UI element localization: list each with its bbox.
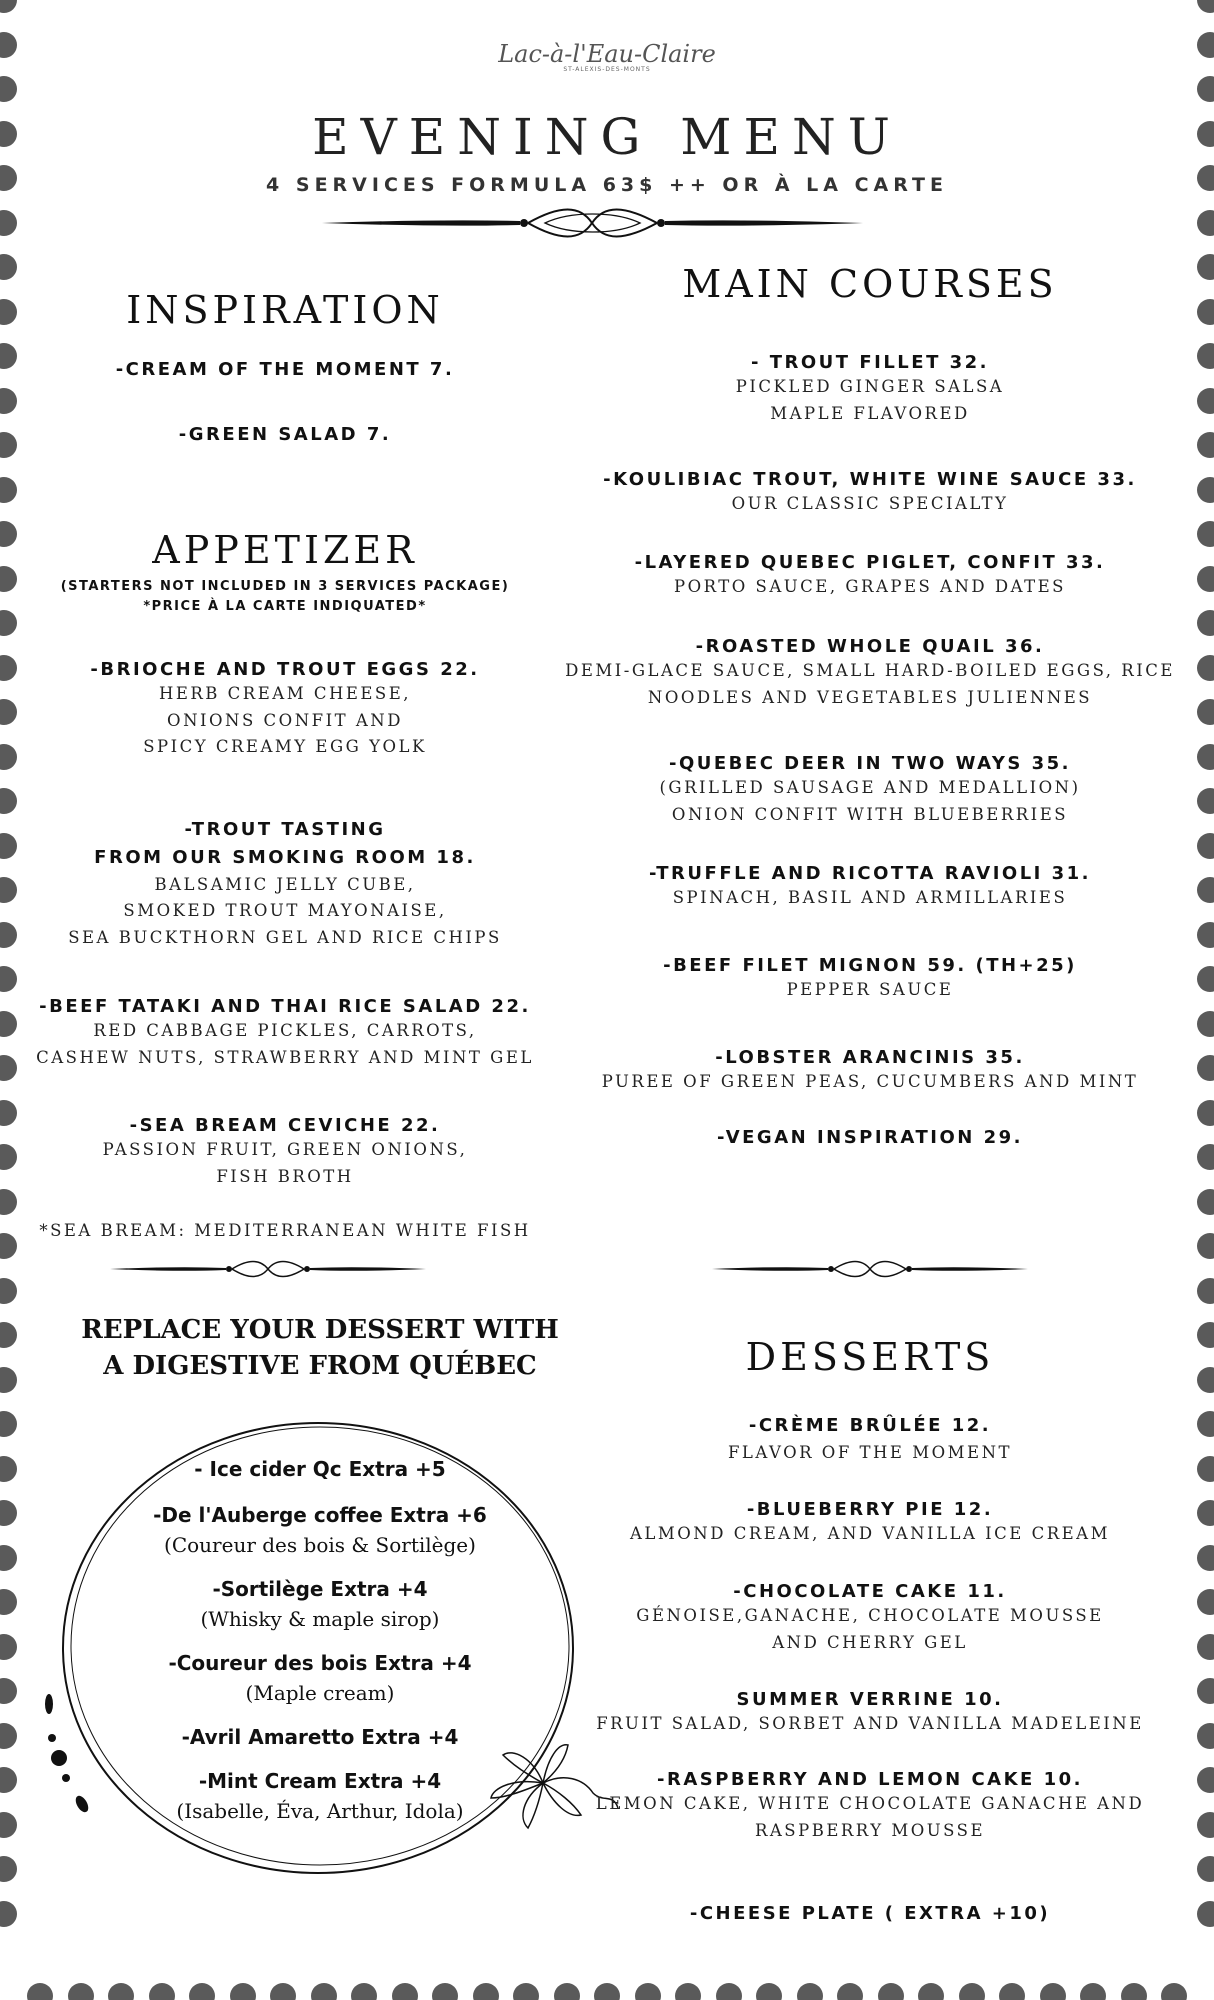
- border-dot: [1197, 343, 1214, 369]
- border-dot: [1197, 477, 1214, 503]
- border-dot: [0, 388, 17, 414]
- digestive-item-2-desc: (Coureur des bois & Sortilège): [164, 1533, 476, 1557]
- border-dot: [1197, 1589, 1214, 1615]
- border-dot: [0, 1856, 17, 1882]
- dish-desc-line: FLAVOR OF THE MOMENT: [727, 1443, 1013, 1463]
- border-dot: [1197, 432, 1214, 458]
- border-dot: [1197, 922, 1214, 948]
- dish-desc-line: HERB CREAM CHEESE,: [158, 684, 412, 704]
- dish-name: -LOBSTER ARANCINIS 35.: [715, 1047, 1025, 1068]
- digestive-title-line: REPLACE YOUR DESSERT WITH: [81, 1315, 559, 1345]
- border-dot: [0, 1144, 17, 1170]
- border-dot: [0, 922, 17, 948]
- main-course-item-4: [560, 635, 1180, 711]
- dish-name: -SEA BREAM CEVICHE 22.: [129, 1115, 441, 1136]
- border-dot: [837, 1983, 863, 2000]
- appetizer-item-2: [40, 816, 530, 951]
- border-dot: [0, 299, 17, 325]
- border-dot: [0, 966, 17, 992]
- border-dot: [1197, 877, 1214, 903]
- dish-name: - TROUT FILLET 32.: [751, 352, 989, 373]
- dish-desc-line: AND CHERRY GEL: [772, 1632, 968, 1652]
- main-course-item-6: [565, 862, 1175, 912]
- dish-name-line: -TROUT TASTING: [184, 819, 386, 840]
- dish-desc-line: ONIONS CONFIT AND: [167, 710, 403, 730]
- main-course-item-2: [565, 468, 1175, 518]
- logo-subtext: ST-ALEXIS-DES-MONTS: [563, 66, 651, 73]
- border-dot: [1197, 1812, 1214, 1838]
- border-dot: [1197, 1723, 1214, 1749]
- digestive-title-line: A DIGESTIVE FROM QUÉBEC: [103, 1351, 537, 1382]
- dish-desc-line: GÉNOISE,GANACHE, CHOCOLATE MOUSSE: [636, 1606, 1104, 1626]
- main-course-item-3: [565, 551, 1175, 601]
- dish-desc-line: DEMI-GLACE SAUCE, SMALL HARD-BOILED EGGS, RICE: [565, 661, 1175, 681]
- border-dot: [1197, 299, 1214, 325]
- appetizer-title: APPETIZER: [152, 528, 418, 572]
- digestive-item-4-desc: (Maple cream): [245, 1681, 395, 1705]
- digestive-item-2: -De l'Auberge coffee Extra +6: [153, 1503, 487, 1527]
- border-dot: [1197, 566, 1214, 592]
- dish-name: -BRIOCHE AND TROUT EGGS 22.: [90, 659, 480, 680]
- digestive-item-3: -Sortilège Extra +4: [212, 1577, 428, 1601]
- dish-name-line: FROM OUR SMOKING ROOM 18.: [94, 846, 476, 868]
- digestive-item-4: -Coureur des bois Extra +4: [168, 1651, 472, 1675]
- dish-name: -ROASTED WHOLE QUAIL 36.: [695, 636, 1045, 657]
- border-dot: [1197, 1367, 1214, 1393]
- main-course-item-7: [565, 954, 1175, 1004]
- border-dot: [189, 1983, 215, 2000]
- dish-desc-line: BALSAMIC JELLY CUBE,: [154, 874, 416, 894]
- border-dot: [756, 1983, 782, 2000]
- border-dot: [0, 788, 17, 814]
- border-dot: [473, 1983, 499, 2000]
- border-dot: [0, 343, 17, 369]
- appetizer-note-line-1: (STARTERS NOT INCLUDED IN 3 SERVICES PACKAGE): [60, 579, 510, 594]
- border-dot: [1197, 744, 1214, 770]
- border-dot: [1197, 610, 1214, 636]
- border-dot: [1197, 1055, 1214, 1081]
- dessert-item-5: [565, 1768, 1175, 1844]
- border-dot: [1197, 699, 1214, 725]
- dish-desc-line: SEA BUCKTHORN GEL AND RICE CHIPS: [68, 927, 502, 947]
- border-dot: [0, 1411, 17, 1437]
- border-dot: [311, 1983, 337, 2000]
- border-dot: [1197, 1634, 1214, 1660]
- border-dot: [432, 1983, 458, 2000]
- dish-name: -CRÈME BRÛLÉE 12.: [748, 1415, 992, 1436]
- dish-desc-line: PUREE OF GREEN PEAS, CUCUMBERS AND MINT: [601, 1072, 1139, 1092]
- border-dot: [1161, 1983, 1187, 2000]
- border-dot: [1197, 1456, 1214, 1482]
- border-dot: [1040, 1983, 1066, 2000]
- border-dot: [0, 1812, 17, 1838]
- dish-desc-line: SMOKED TROUT MAYONAISE,: [123, 901, 447, 921]
- border-dot: [1197, 1767, 1214, 1793]
- dish-desc-line: SPICY CREAMY EGG YOLK: [143, 737, 427, 757]
- border-dot: [0, 744, 17, 770]
- dish-desc-line: (GRILLED SAUSAGE AND MEDALLION): [659, 778, 1081, 798]
- border-dot: [716, 1983, 742, 2000]
- dish-desc-line: PASSION FRUIT, GREEN ONIONS,: [102, 1140, 468, 1160]
- dessert-item-1: [565, 1414, 1175, 1467]
- dish-name: -RASPBERRY AND LEMON CAKE 10.: [656, 1769, 1084, 1790]
- border-dot: [1197, 1233, 1214, 1259]
- dish-desc-line: PORTO SAUCE, GRAPES AND DATES: [674, 577, 1066, 597]
- border-dot: [149, 1983, 175, 2000]
- dish-desc-line: FRUIT SALAD, SORBET AND VANILLA MADELEINE: [596, 1714, 1144, 1734]
- footnote-text: *SEA BREAM: MEDITERRANEAN WHITE FISH: [39, 1221, 531, 1240]
- appetizer-item-3: [25, 995, 545, 1071]
- border-dot: [1197, 1901, 1214, 1927]
- border-dot: [0, 1322, 17, 1348]
- border-dot: [878, 1983, 904, 2000]
- dish-desc-line: ONION CONFIT WITH BLUEBERRIES: [671, 804, 1069, 824]
- border-dot: [230, 1983, 256, 2000]
- border-dot: [0, 1767, 17, 1793]
- digestive-item-6: -Mint Cream Extra +4: [198, 1769, 442, 1793]
- border-dot: [0, 1456, 17, 1482]
- border-dot: [1197, 833, 1214, 859]
- border-dot: [0, 1189, 17, 1215]
- flourish-divider-right: [710, 1258, 1030, 1280]
- border-dot: [27, 1983, 53, 2000]
- appetizer-item-4: [40, 1114, 530, 1190]
- border-dot: [0, 1634, 17, 1660]
- border-dot: [1197, 1500, 1214, 1526]
- border-dot: [594, 1983, 620, 2000]
- flourish-divider-left: [108, 1258, 428, 1280]
- appetizer-note: [40, 577, 530, 616]
- border-dot: [392, 1983, 418, 2000]
- digestive-item-3-desc: (Whisky & maple sirop): [200, 1607, 440, 1631]
- border-dot: [1197, 521, 1214, 547]
- border-dot: [0, 833, 17, 859]
- border-dot: [0, 1233, 17, 1259]
- dish-desc-line: RASPBERRY MOUSSE: [754, 1820, 986, 1840]
- border-dot: [1197, 210, 1214, 236]
- dish-name: -CHEESE PLATE ( EXTRA +10): [689, 1903, 1051, 1924]
- border-dot: [1197, 1100, 1214, 1126]
- border-dot: [0, 76, 17, 102]
- border-dot: [797, 1983, 823, 2000]
- border-dot: [554, 1983, 580, 2000]
- digestive-list: [95, 1454, 545, 1826]
- border-dot: [0, 877, 17, 903]
- border-dot: [0, 1545, 17, 1571]
- desserts-title: DESSERTS: [745, 1335, 995, 1379]
- border-dot: [0, 1055, 17, 1081]
- appetizer-footnote: [30, 1218, 540, 1244]
- border-dot: [1197, 788, 1214, 814]
- dish-name: -KOULIBIAC TROUT, WHITE WINE SAUCE 33.: [603, 469, 1137, 490]
- dish-desc-line: RED CABBAGE PICKLES, CARROTS,: [93, 1021, 477, 1041]
- border-dot: [999, 1983, 1025, 2000]
- border-dot: [1197, 1678, 1214, 1704]
- border-dot: [0, 1100, 17, 1126]
- border-dot: [108, 1983, 134, 2000]
- dish-desc-line: PEPPER SAUCE: [786, 980, 954, 1000]
- border-dot: [0, 610, 17, 636]
- page-title: EVENING MENU: [312, 108, 902, 166]
- appetizer-item-1: [40, 658, 530, 761]
- border-dot: [0, 432, 17, 458]
- border-dot: [0, 0, 17, 13]
- dish-desc-line: MAPLE FLAVORED: [770, 403, 970, 423]
- border-dot: [675, 1983, 701, 2000]
- inspiration-item-2: -GREEN SALAD 7.: [178, 424, 392, 445]
- border-dot: [1197, 0, 1214, 13]
- border-dot: [1197, 1411, 1214, 1437]
- border-dot: [1197, 1011, 1214, 1037]
- border-dot: [0, 210, 17, 236]
- border-dot: [351, 1983, 377, 2000]
- border-dot: [0, 521, 17, 547]
- border-dot: [1121, 1983, 1147, 2000]
- border-dot: [959, 1983, 985, 2000]
- border-dot: [0, 1367, 17, 1393]
- border-dot: [0, 1723, 17, 1749]
- border-dot: [1197, 1144, 1214, 1170]
- border-dot: [513, 1983, 539, 2000]
- dish-desc-line: NOODLES AND VEGETABLES JULIENNES: [647, 687, 1093, 707]
- border-dot: [68, 1983, 94, 2000]
- border-dot: [1197, 254, 1214, 280]
- dish-desc-line: LEMON CAKE, WHITE CHOCOLATE GANACHE AND: [595, 1794, 1145, 1814]
- dish-name: -BEEF FILET MIGNON 59. (TH+25): [663, 955, 1077, 976]
- dessert-item-2: [565, 1498, 1175, 1548]
- border-dot: [1197, 1322, 1214, 1348]
- dish-desc-line: ALMOND CREAM, AND VANILLA ICE CREAM: [629, 1524, 1110, 1544]
- inspiration-title: INSPIRATION: [126, 288, 444, 332]
- border-dot: [0, 1589, 17, 1615]
- dish-name: SUMMER VERRINE 10.: [736, 1689, 1004, 1710]
- border-dot: [270, 1983, 296, 2000]
- dish-name: -CHOCOLATE CAKE 11.: [733, 1581, 1007, 1602]
- appetizer-note-line-2: *PRICE À LA CARTE INDIQUATED*: [143, 598, 427, 614]
- dish-desc-line: OUR CLASSIC SPECIALTY: [731, 494, 1009, 514]
- main-course-item-5: [565, 752, 1175, 828]
- border-dot: [0, 566, 17, 592]
- dish-desc-line: SPINACH, BASIL AND ARMILLARIES: [672, 888, 1068, 908]
- border-dot: [0, 1278, 17, 1304]
- main-course-item-1: [565, 351, 1175, 427]
- dish-desc-line: FISH BROTH: [216, 1166, 354, 1186]
- dish-name: -BLUEBERRY PIE 12.: [746, 1499, 994, 1520]
- border-dot: [1197, 1189, 1214, 1215]
- border-dot: [1197, 1856, 1214, 1882]
- border-dot: [1197, 76, 1214, 102]
- main-course-item-9: [565, 1126, 1175, 1149]
- logo: [0, 40, 1214, 73]
- border-dot: [1197, 1278, 1214, 1304]
- border-dot: [0, 699, 17, 725]
- dish-desc-line: PICKLED GINGER SALSA: [735, 377, 1005, 397]
- dessert-item-4: [565, 1688, 1175, 1738]
- border-dot: [1197, 1545, 1214, 1571]
- dish-name: -LAYERED QUEBEC PIGLET, CONFIT 33.: [634, 552, 1106, 573]
- dish-name: -TRUFFLE AND RICOTTA RAVIOLI 31.: [648, 863, 1092, 884]
- digestive-item-5: -Avril Amaretto Extra +4: [181, 1725, 459, 1749]
- dessert-item-6: [565, 1902, 1175, 1925]
- border-dot: [0, 1500, 17, 1526]
- border-dot: [1197, 655, 1214, 681]
- border-dot: [635, 1983, 661, 2000]
- border-dot: [0, 1901, 17, 1927]
- border-dot: [1197, 966, 1214, 992]
- main-courses-title: MAIN COURSES: [682, 262, 1058, 306]
- border-dot: [0, 1011, 17, 1037]
- digestive-title: [70, 1312, 570, 1385]
- border-dot: [0, 1678, 17, 1704]
- border-dot: [1080, 1983, 1106, 2000]
- inspiration-item-1: -CREAM OF THE MOMENT 7.: [115, 359, 455, 380]
- border-dot: [1197, 388, 1214, 414]
- main-course-item-8: [565, 1046, 1175, 1096]
- dish-name: -QUEBEC DEER IN TWO WAYS 35.: [669, 753, 1071, 774]
- dessert-item-3: [565, 1580, 1175, 1656]
- border-dot: [0, 477, 17, 503]
- border-dot: [918, 1983, 944, 2000]
- border-dot: [0, 254, 17, 280]
- logo-text: Lac-à-l'Eau-Claire: [498, 40, 716, 68]
- flourish-divider-header: [320, 205, 865, 241]
- page-subtitle: 4 SERVICES FORMULA 63$ ++ OR À LA CARTE: [266, 174, 948, 196]
- dish-name: -BEEF TATAKI AND THAI RICE SALAD 22.: [39, 996, 531, 1017]
- digestive-item-6-desc: (Isabelle, Éva, Arthur, Idola): [176, 1799, 464, 1823]
- dish-name: -VEGAN INSPIRATION 29.: [717, 1127, 1023, 1148]
- border-dot: [0, 655, 17, 681]
- dish-desc-line: CASHEW NUTS, STRAWBERRY AND MINT GEL: [36, 1047, 534, 1067]
- digestive-item-1: - Ice cider Qc Extra +5: [194, 1457, 446, 1481]
